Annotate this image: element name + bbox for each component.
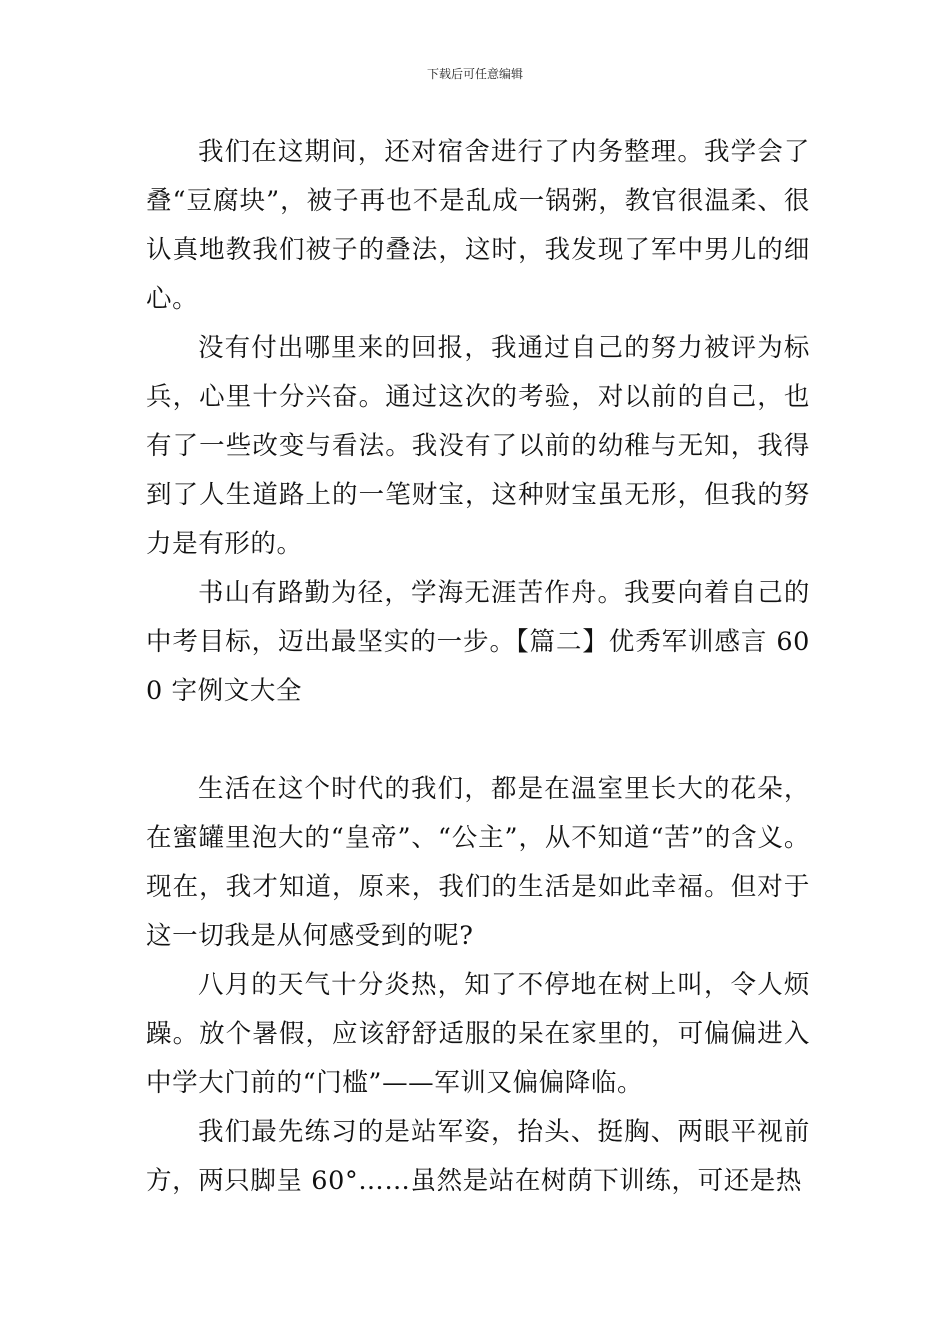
paragraph-model-soldier: 没有付出哪里来的回报，我通过自己的努力被评为标兵，心里十分兴奋。通过这次的考验，对以前的自己，也有了一些改变与看法。我没有了以前的幼稚与无知，我得到了人生道路上的一笔财宝，这种财宝虽无形，但我的努力是有形的。 — [146, 333, 810, 559]
paragraph-dorm-organizing: 我们在这期间，还对宿舍进行了内务整理。我学会了叠“豆腐块”，被子再也不是乱成一锅粥，教官很温柔、很认真地教我们被子的叠法，这时，我发现了军中男儿的细心。 — [146, 137, 810, 314]
paragraph-august-heat: 八月的天气十分炎热，知了不停地在树上叫，令人烦躁。放个暑假，应该舒舒适服的呆在家里的，可偏偏进入中学大门前的“门槛”——军训又偏偏降临。 — [146, 970, 810, 1098]
paragraph-standing-posture: 我们最先练习的是站军姿，抬头、挺胸、两眼平视前方，两只脚呈 60°……虽然是站在树荫下训练，可还是热 — [146, 1117, 810, 1196]
page-header: 下载后可任意编辑 — [426, 67, 523, 81]
paragraph-goal-and-section-title: 书山有路勤为径，学海无涯苦作舟。我要向着自己的中考目标，迈出最坚实的一步。【篇二】优秀军训感言 600 字例文大全 — [146, 578, 810, 706]
paragraph-gap — [146, 716, 810, 765]
document-body — [146, 128, 810, 1206]
paragraph-greenhouse-flowers: 生活在这个时代的我们，都是在温室里长大的花朵，在蜜罐里泡大的“皇帝”、“公主”，从不知道“苦”的含义。现在，我才知道，原来，我们的生活是如此幸福。但对于这一切我是从何感受到的呢? — [146, 774, 810, 951]
